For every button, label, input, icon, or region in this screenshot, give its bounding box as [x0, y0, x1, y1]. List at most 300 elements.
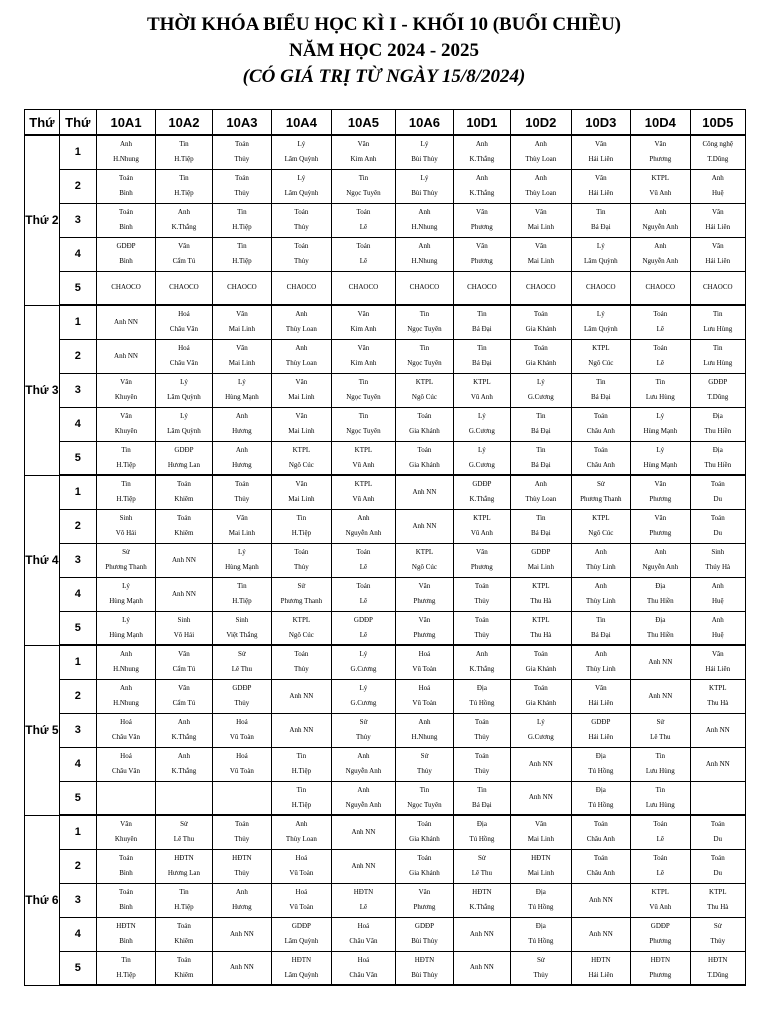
timetable-cell [511, 237, 572, 271]
subject-label: CHAOCO [169, 283, 199, 292]
subject-label: Anh NN [528, 793, 553, 802]
teacher-label: T.Dũng [707, 155, 729, 164]
subject-label: GDĐP [472, 480, 492, 489]
timetable-cell [331, 679, 396, 713]
subject-label: Toán [417, 854, 432, 862]
teacher-label: Khiêm [174, 970, 194, 979]
teacher-label: Phương [470, 563, 493, 571]
teacher-label: Hương [232, 903, 252, 911]
subject-label: Toán [177, 514, 191, 522]
teacher-label: H.Tiệp [116, 495, 136, 504]
header-row [25, 110, 746, 136]
teacher-label: H.Tiệp [232, 257, 252, 265]
timetable-cell [212, 849, 271, 883]
teacher-label: Thu Hà [530, 597, 552, 605]
timetable-cell [511, 815, 572, 849]
subject-label: Anh [177, 718, 190, 726]
teacher-label: Thu Hiền [646, 597, 674, 605]
timetable-cell [453, 543, 510, 577]
timetable-cell [331, 543, 396, 577]
timetable-cell [212, 339, 271, 373]
teacher-label: Lê Thu [231, 665, 253, 674]
subject-label: Toán [417, 820, 432, 829]
teacher-label: Gia Khánh [525, 359, 557, 367]
teacher-label: Bá Đại [591, 393, 611, 401]
teacher-label: Phương [413, 630, 436, 639]
timetable-cell [272, 611, 331, 645]
period-number: 4 [59, 917, 96, 951]
subject-label: Tin [655, 752, 666, 760]
timetable-cell [571, 577, 630, 611]
timetable-cell [331, 577, 396, 611]
timetable-cell [453, 441, 510, 475]
subject-label: Hoá [295, 888, 308, 896]
subject-label: Anh [711, 615, 724, 624]
teacher-label: Châu Vân [349, 937, 378, 945]
period-row [25, 781, 746, 815]
timetable-cell [453, 781, 510, 815]
timetable-cell [96, 305, 155, 339]
teacher-label: G.Cương [468, 460, 495, 469]
subject-label: GDĐP [650, 922, 670, 930]
timetable-cell [331, 781, 396, 815]
subject-label: Sử [122, 548, 130, 556]
teacher-label: Châu Anh [586, 427, 615, 435]
header-class: 10A4 [272, 110, 331, 136]
subject-label: Văn [534, 820, 547, 829]
subject-label: Toán [177, 955, 191, 964]
period-row [25, 917, 746, 951]
period-number: 5 [59, 951, 96, 985]
teacher-label: Tú Hồng [588, 767, 614, 775]
timetable-cell [96, 577, 155, 611]
timetable-cell [96, 475, 155, 509]
subject-label: Sử [656, 718, 665, 726]
period-row [25, 713, 746, 747]
timetable-cell [396, 815, 453, 849]
subject-label: Sinh [235, 615, 249, 624]
timetable-cell [571, 713, 630, 747]
subject-label: Anh [475, 140, 488, 149]
subject-label: Toán [710, 854, 725, 862]
timetable-cell [690, 679, 745, 713]
subject-label: Anh [534, 480, 547, 489]
timetable-cell [96, 271, 155, 305]
timetable-cell [396, 917, 453, 951]
subject-label: Tin [179, 888, 189, 896]
subject-label: Lý [359, 650, 368, 659]
subject-label: Văn [178, 650, 190, 659]
subject-label: Anh [534, 140, 547, 149]
period-number: 5 [59, 781, 96, 815]
timetable-cell [212, 781, 271, 815]
period-number: 5 [59, 441, 96, 475]
subject-label: Toán [417, 412, 432, 420]
timetable-cell [571, 373, 630, 407]
timetable-cell [156, 883, 212, 917]
timetable-cell [571, 271, 630, 305]
subject-label: GDĐP [353, 615, 373, 624]
timetable-cell [212, 509, 271, 543]
teacher-label: H.Nhung [113, 665, 139, 674]
timetable-cell [453, 679, 510, 713]
teacher-label: Thủy [474, 597, 490, 605]
period-number: 4 [59, 407, 96, 441]
teacher-label: Du [713, 495, 723, 504]
teacher-label: Hải Liên [588, 699, 614, 707]
timetable-cell [690, 645, 745, 679]
teacher-label: Lê [359, 257, 368, 265]
header-class: 10D1 [453, 110, 510, 136]
subject-label: Sử [238, 650, 246, 659]
subject-label: GDĐP [291, 922, 311, 930]
teacher-label: Mai Linh [527, 835, 554, 844]
timetable-cell [396, 135, 453, 169]
teacher-label: Thủy [234, 869, 250, 877]
timetable-cell [453, 815, 510, 849]
subject-label: Tin [655, 378, 666, 386]
teacher-label: H.Tiệp [116, 460, 136, 469]
subject-label: HĐTN [116, 922, 136, 930]
subject-label: Văn [418, 615, 431, 624]
teacher-label: Bá Đại [531, 427, 551, 435]
teacher-label: Châu Vân [349, 970, 378, 979]
timetable-cell [331, 271, 396, 305]
teacher-label: Thủy [533, 970, 549, 979]
teacher-label: Khiêm [174, 529, 194, 537]
subject-label: KTPL [651, 888, 670, 896]
header-class: 10D2 [511, 110, 572, 136]
subject-label: HĐTN [291, 955, 312, 964]
timetable-cell [690, 713, 745, 747]
timetable-cell [571, 305, 630, 339]
teacher-label: Bá Đại [531, 529, 551, 537]
teacher-label: Thùy Loan [525, 189, 557, 197]
day-label: Thứ 6 [25, 815, 60, 985]
subject-label: Tin [596, 378, 606, 386]
subject-label: Tin [358, 174, 369, 182]
teacher-label: Mai Linh [527, 869, 554, 877]
timetable-cell [453, 713, 510, 747]
subject-label: Anh [594, 582, 607, 590]
timetable-cell [690, 271, 745, 305]
timetable-cell [156, 509, 212, 543]
timetable-cell [96, 781, 155, 815]
subject-label: Anh NN [114, 317, 138, 326]
subject-label: Văn [236, 310, 248, 319]
teacher-label: Lê [359, 630, 368, 639]
period-number: 3 [59, 883, 96, 917]
timetable-cell [396, 611, 453, 645]
period-number: 1 [59, 135, 96, 169]
teacher-label: Tú Hồng [528, 937, 554, 945]
subject-label: CHAOCO [111, 283, 141, 292]
teacher-label: Thu Hà [707, 903, 729, 911]
subject-label: Toán [119, 174, 133, 182]
teacher-label: Du [713, 835, 723, 844]
teacher-label: H.Nhung [411, 733, 438, 741]
subject-label: Anh [119, 650, 133, 659]
timetable-cell [690, 815, 745, 849]
subject-label: Sinh [119, 514, 133, 522]
subject-label: Văn [476, 242, 488, 250]
timetable-cell [331, 951, 396, 985]
teacher-label: Vũ Toàn [289, 903, 314, 911]
subject-label: CHAOCO [645, 283, 676, 292]
subject-label: Anh NN [289, 725, 314, 734]
timetable-cell [272, 815, 331, 849]
subject-label: Sinh [711, 548, 725, 556]
subject-label: Tin [358, 378, 369, 386]
period-row [25, 305, 746, 339]
period-row [25, 135, 746, 169]
teacher-label: Châu Anh [586, 869, 615, 877]
timetable-cell [631, 849, 690, 883]
subject-label: Toán [356, 242, 371, 250]
timetable-cell [396, 407, 453, 441]
subject-label: Anh [177, 208, 190, 216]
subject-label: Anh [295, 820, 308, 829]
timetable-cell [396, 169, 453, 203]
teacher-label: Thủy [293, 223, 309, 231]
subject-label: Tin [121, 445, 131, 454]
timetable-cell [511, 509, 572, 543]
header-class: 10D4 [631, 110, 690, 136]
timetable-cell [631, 917, 690, 951]
header-class: 10A6 [396, 110, 453, 136]
teacher-label: Gia Khánh [525, 699, 557, 707]
timetable-cell [212, 135, 271, 169]
timetable-cell [212, 883, 271, 917]
timetable-cell [396, 339, 453, 373]
subject-label: Văn [295, 412, 308, 420]
timetable-cell [272, 917, 331, 951]
period-number: 2 [59, 679, 96, 713]
timetable-cell [156, 815, 212, 849]
timetable-cell [96, 373, 155, 407]
timetable-cell [96, 951, 155, 985]
teacher-label: Kim Anh [350, 325, 377, 334]
teacher-label: Lê [359, 223, 368, 231]
timetable-cell [631, 475, 690, 509]
header-class: 10A3 [212, 110, 271, 136]
subject-label: KTPL [532, 615, 550, 624]
period-row [25, 441, 746, 475]
timetable-cell [631, 339, 690, 373]
teacher-label: K.Thắng [171, 767, 197, 775]
timetable-cell [690, 849, 745, 883]
subject-label: Tin [358, 412, 369, 420]
teacher-label: Hùng Mạnh [643, 427, 678, 435]
subject-label: Anh [475, 650, 488, 659]
teacher-label: T.Dũng [707, 393, 729, 401]
subject-label: Anh NN [705, 759, 730, 768]
timetable-cell [96, 713, 155, 747]
teacher-label: K.Thắng [171, 223, 197, 231]
timetable-cell [571, 883, 630, 917]
subject-label: CHAOCO [586, 283, 616, 292]
timetable-cell [571, 203, 630, 237]
teacher-label: Bá Đại [472, 359, 492, 367]
teacher-label: Lê [656, 325, 664, 334]
teacher-label: Lưu Hùng [645, 393, 675, 401]
subject-label: Sử [297, 582, 306, 590]
teacher-label: H.Tiệp [291, 529, 312, 537]
teacher-label: Tú Hồng [528, 903, 554, 911]
timetable-cell [156, 441, 212, 475]
timetable-cell [571, 951, 630, 985]
teacher-label: Hải Liên [705, 223, 731, 231]
subject-label: GDĐP [174, 445, 194, 454]
timetable-cell [156, 611, 212, 645]
period-row [25, 509, 746, 543]
timetable-cell [396, 883, 453, 917]
subject-label: Toán [356, 208, 371, 216]
teacher-label: Gia Khánh [525, 665, 557, 674]
teacher-label: Hùng Mạnh [109, 597, 143, 605]
subject-label: Công nghệ [702, 140, 734, 149]
header-class: 10A1 [96, 110, 155, 136]
period-number: 4 [59, 237, 96, 271]
subject-label: HĐTN [591, 955, 611, 964]
teacher-label: Châu Vân [169, 325, 198, 334]
teacher-label: Mai Linh [228, 529, 256, 537]
teacher-label: Bùi Thủy [411, 970, 438, 979]
subject-label: Anh NN [705, 725, 730, 734]
teacher-label: Du [713, 529, 723, 537]
timetable-cell [396, 203, 453, 237]
subject-label: Anh [177, 752, 190, 760]
teacher-label: Ngọc Tuyên [407, 325, 442, 334]
teacher-label: Vũ Toàn [412, 699, 437, 707]
period-number: 2 [59, 509, 96, 543]
subject-label: Văn [654, 140, 667, 149]
timetable-cell [396, 781, 453, 815]
teacher-label: Ngô Cúc [288, 460, 314, 469]
teacher-label: Cẩm Tú [172, 257, 196, 265]
timetable-cell [571, 679, 630, 713]
teacher-label: Mai Linh [288, 393, 315, 401]
period-row [25, 339, 746, 373]
timetable-cell [631, 237, 690, 271]
subject-label: Anh [235, 445, 248, 454]
timetable-cell [272, 135, 331, 169]
period-number: 1 [59, 815, 96, 849]
teacher-label: Thủy [234, 189, 250, 197]
teacher-label: Mai Linh [527, 223, 554, 231]
timetable-cell [396, 441, 453, 475]
timetable-cell [571, 169, 630, 203]
timetable-cell [96, 169, 155, 203]
teacher-label: Thủy [710, 937, 726, 945]
subject-label: Văn [594, 174, 607, 182]
subject-label: Toán [474, 752, 489, 760]
timetable-cell [331, 203, 396, 237]
timetable-cell [690, 543, 745, 577]
title-line-3: (CÓ GIÁ TRỊ TỪ NGÀY 15/8/2024) [242, 66, 526, 87]
subject-label: KTPL [592, 344, 610, 352]
subject-label: Văn [357, 344, 370, 352]
timetable-cell [631, 407, 690, 441]
subject-label: Tin [713, 310, 723, 319]
teacher-label: H.Nhung [411, 223, 438, 231]
teacher-label: Võ Hải [115, 529, 137, 537]
subject-label: GDĐP [591, 718, 611, 726]
teacher-label: K.Thắng [469, 903, 495, 911]
timetable-cell [511, 475, 572, 509]
subject-label: Toán [710, 480, 725, 489]
subject-label: Lý [536, 718, 545, 726]
timetable-cell [511, 679, 572, 713]
subject-label: Sử [180, 820, 188, 829]
timetable-cell [272, 237, 331, 271]
timetable-cell [396, 951, 453, 985]
timetable-cell [396, 305, 453, 339]
subject-label: Tin [419, 785, 430, 794]
timetable-cell [631, 747, 690, 781]
timetable-cell [331, 237, 396, 271]
period-number: 3 [59, 373, 96, 407]
timetable-cell [396, 543, 453, 577]
period-row [25, 611, 746, 645]
subject-label: Lý [180, 412, 188, 420]
subject-label: Tin [536, 514, 546, 522]
teacher-label: Khiêm [174, 937, 194, 945]
subject-label: CHAOCO [526, 283, 556, 292]
teacher-label: Bùi Thủy [411, 155, 438, 164]
teacher-label: Hùng Mạnh [225, 563, 259, 571]
timetable-cell [212, 169, 271, 203]
teacher-label: Lưu Hùng [645, 767, 675, 775]
timetable-cell [631, 271, 690, 305]
teacher-label: H.Nhung [411, 257, 438, 265]
teacher-label: K.Thắng [469, 495, 495, 504]
teacher-label: Thùy Linh [585, 665, 616, 674]
timetable-cell [453, 237, 510, 271]
subject-label: Lý [238, 378, 246, 386]
timetable-cell [331, 135, 396, 169]
subject-label: Tin [596, 615, 606, 624]
timetable-cell [212, 203, 271, 237]
teacher-label: Kim Anh [350, 155, 377, 164]
timetable-cell [272, 747, 331, 781]
timetable-cell [511, 441, 572, 475]
teacher-label: Gia Khánh [409, 835, 440, 844]
teacher-label: Bình [119, 937, 133, 945]
period-row [25, 373, 746, 407]
timetable-cell [96, 917, 155, 951]
teacher-label: Phương [413, 903, 436, 911]
timetable-cell [212, 305, 271, 339]
timetable-cell [96, 543, 155, 577]
teacher-label: Lâm Quỳnh [284, 970, 319, 979]
subject-label: KTPL [709, 684, 727, 692]
teacher-label: Lưu Hùng [703, 359, 733, 367]
timetable-cell [331, 645, 396, 679]
timetable-cell [212, 679, 271, 713]
teacher-label: Ngô Cúc [288, 630, 314, 639]
subject-label: Văn [654, 514, 667, 522]
teacher-label: Hương Lan [167, 460, 201, 469]
teacher-label: Thùy Linh [585, 597, 616, 605]
subject-label: KTPL [532, 582, 550, 590]
period-row [25, 271, 746, 305]
timetable-cell [331, 815, 396, 849]
timetable-cell [571, 237, 630, 271]
subject-label: HĐTN [232, 854, 252, 862]
timetable-cell [96, 849, 155, 883]
teacher-label: Ngọc Tuyên [346, 427, 381, 435]
